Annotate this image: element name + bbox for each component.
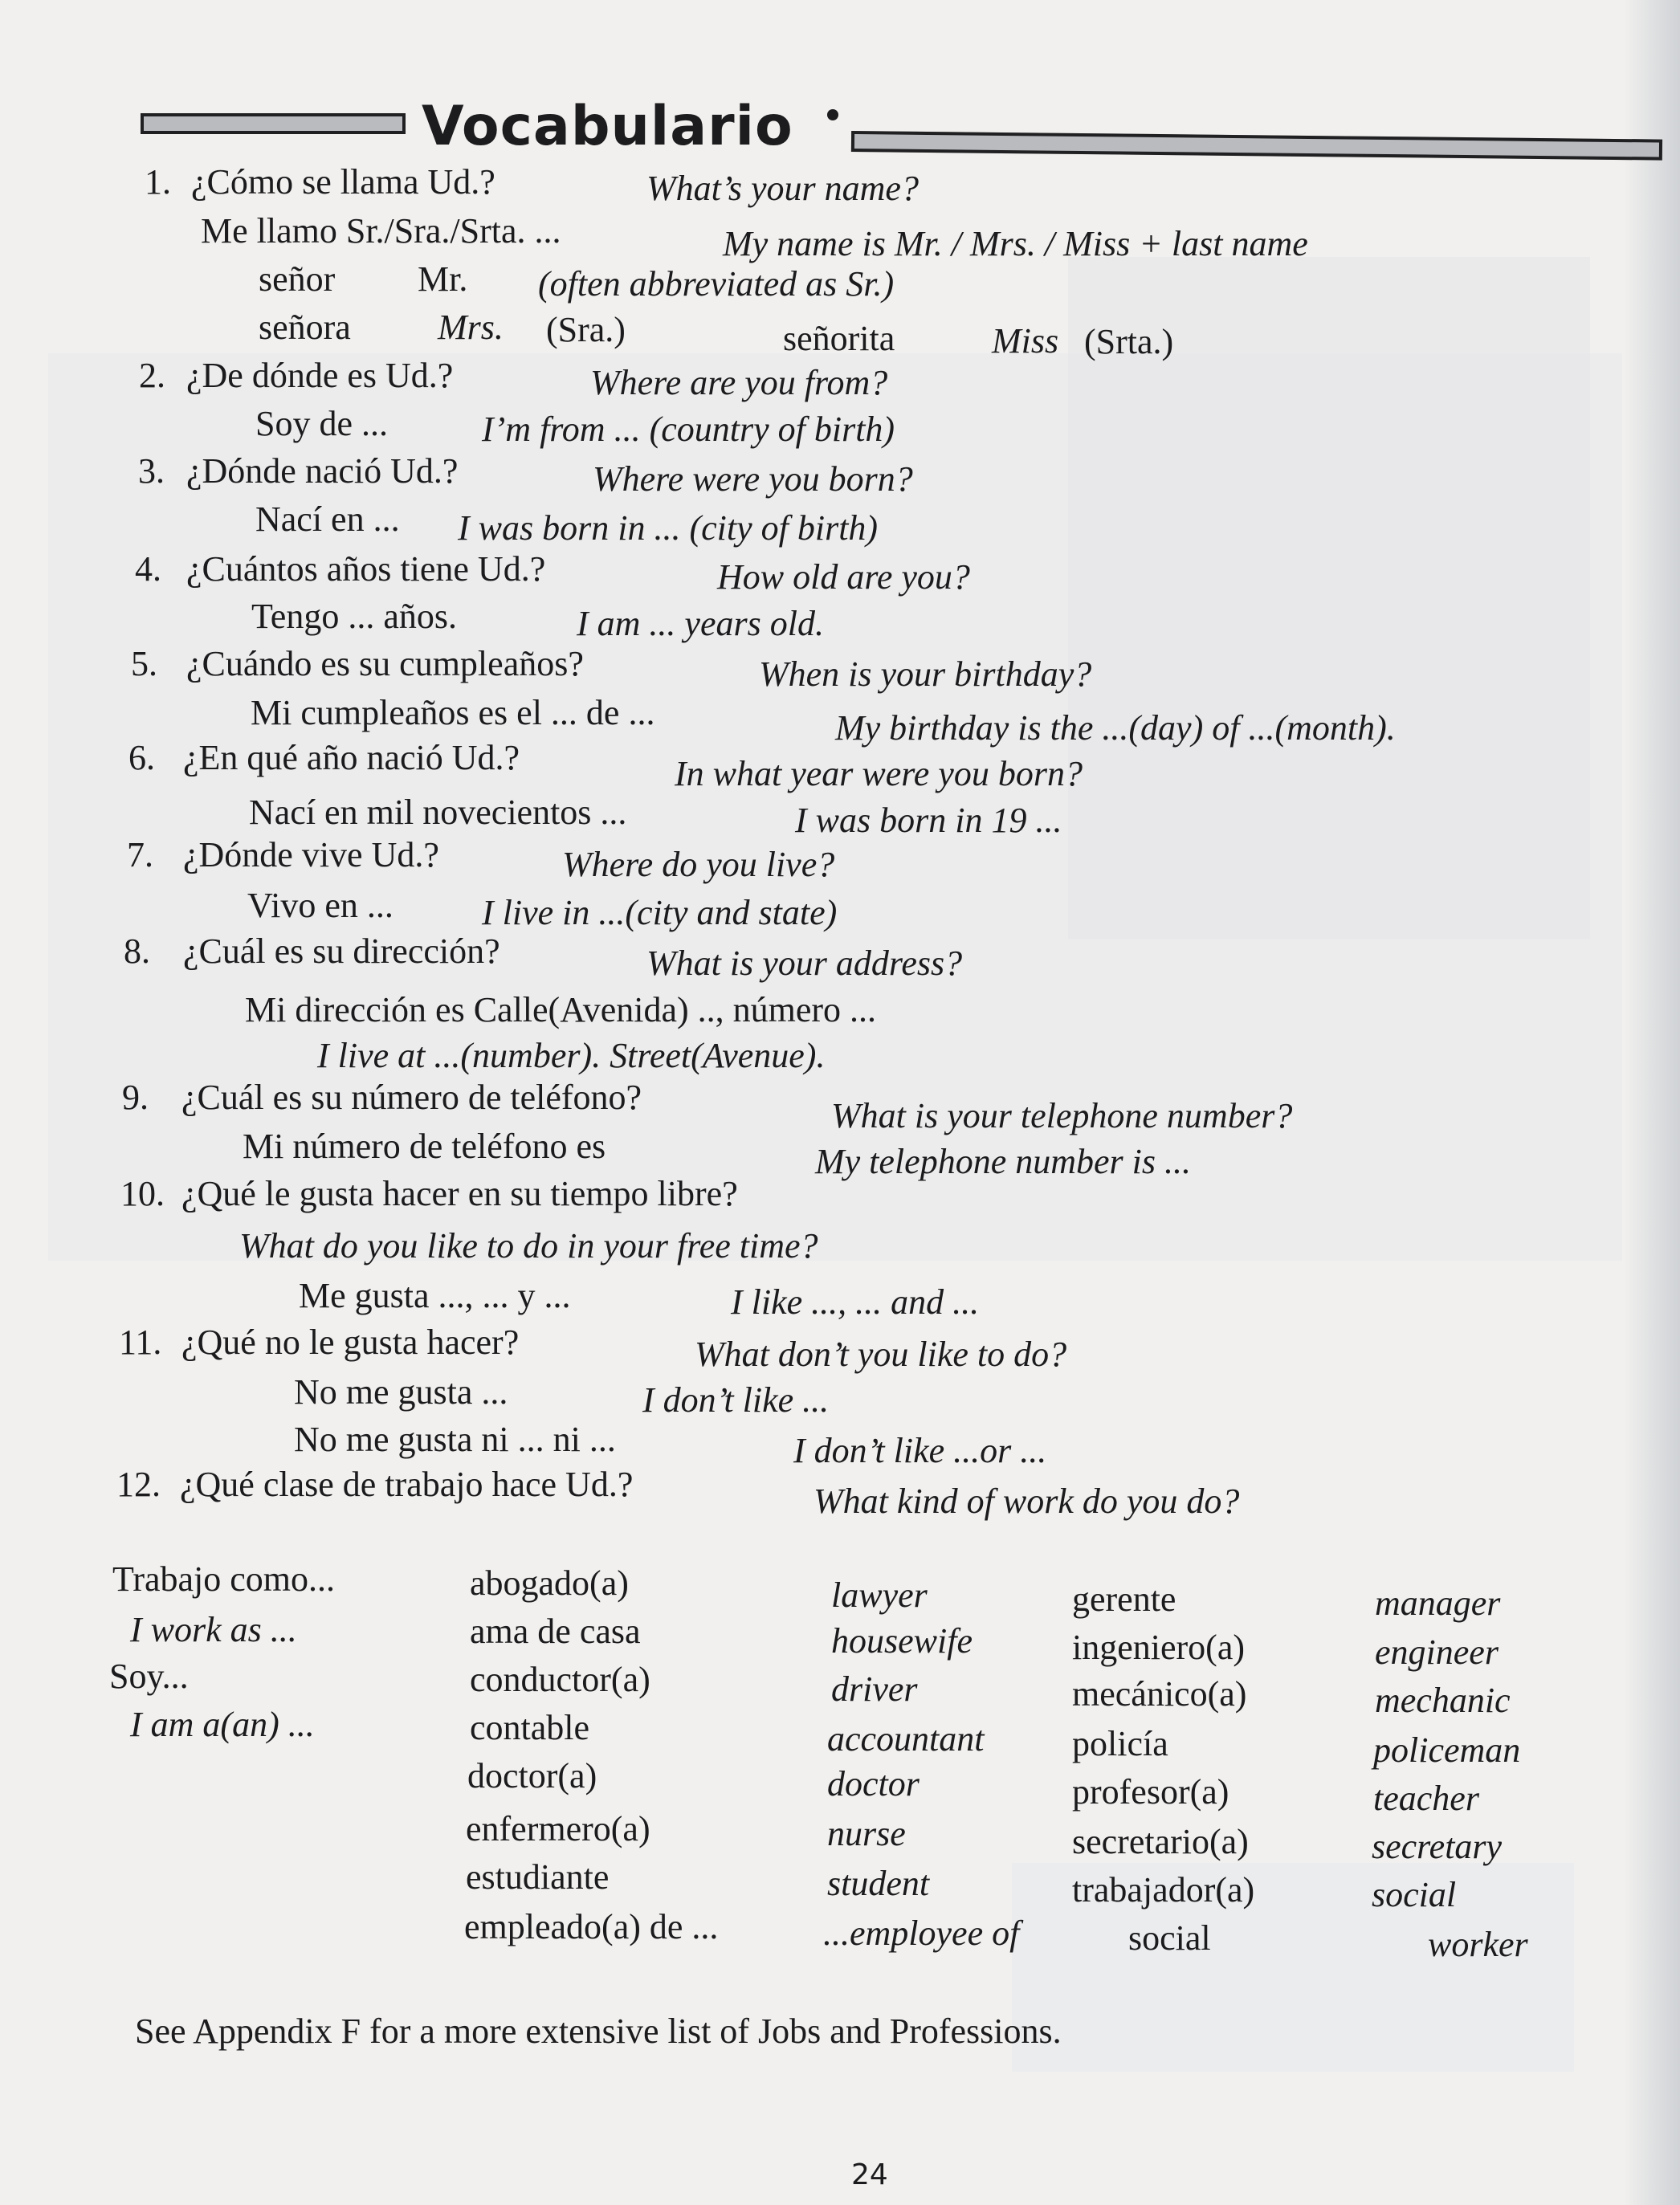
header-bar-right	[851, 131, 1662, 161]
job-es: enfermero(a)	[466, 1809, 650, 1848]
question-4-english: How old are you?	[717, 557, 970, 597]
job-en: social	[1372, 1875, 1457, 1914]
job-es: secretario(a)	[1072, 1822, 1249, 1861]
job-en: secretary	[1372, 1827, 1503, 1866]
page-edge-shadow	[1624, 0, 1680, 2205]
jobs-i-work-as: I work as ...	[130, 1610, 297, 1649]
answer-3-english: I was born in ... (city of birth)	[458, 508, 879, 548]
item-number: 6.	[128, 738, 155, 777]
item-number: 3.	[138, 451, 165, 491]
question-1: ¿Cómo se llama Ud.?	[191, 162, 495, 202]
question-11: ¿Qué no le gusta hacer?	[181, 1323, 520, 1362]
answer-8-english: I live at ...(number). Street(Avenue).	[317, 1036, 826, 1075]
answer-11-english: I don’t like ...	[642, 1380, 830, 1420]
question-4: ¿Cuántos años tiene Ud.?	[186, 549, 546, 589]
answer-11: No me gusta ...	[294, 1372, 508, 1412]
job-en: driver	[831, 1669, 918, 1709]
job-es: gerente	[1072, 1579, 1176, 1619]
job-en: teacher	[1373, 1779, 1479, 1818]
job-es: conductor(a)	[470, 1660, 650, 1699]
job-en: mechanic	[1375, 1681, 1511, 1720]
answer-11b-english: I don’t like ...or ...	[793, 1431, 1047, 1470]
job-es: estudiante	[466, 1857, 610, 1897]
question-9: ¿Cuál es su número de teléfono?	[181, 1078, 642, 1117]
job-es: doctor(a)	[467, 1756, 597, 1795]
vocab-senorita: señorita	[783, 319, 895, 358]
answer-5-english: My birthday is the ...(day) of ...(month).	[835, 708, 1396, 748]
item-number: 8.	[124, 931, 150, 971]
job-en: policeman	[1373, 1730, 1521, 1770]
answer-5: Mi cumpleaños es el ... de ...	[251, 693, 655, 732]
job-en: doctor	[827, 1764, 920, 1804]
item-number: 5.	[131, 644, 157, 683]
vocab-senora-english: Mrs.	[438, 308, 504, 347]
question-5-english: When is your birthday?	[759, 654, 1092, 694]
section-title: Vocabulario	[422, 95, 793, 158]
question-6: ¿En qué año nació Ud.?	[183, 738, 520, 777]
vocab-senor-note: (often abbreviated as Sr.)	[538, 264, 895, 304]
job-es: abogado(a)	[470, 1563, 629, 1603]
job-es: contable	[470, 1708, 590, 1747]
question-7-english: Where do you live?	[562, 845, 835, 884]
job-en: housewife	[831, 1621, 973, 1661]
item-number: 1.	[145, 162, 171, 202]
answer-6: Nací en mil novecientos ...	[249, 793, 627, 832]
vocab-senorita-abbr: (Srta.)	[1084, 322, 1174, 361]
job-en: worker	[1428, 1925, 1528, 1964]
answer-9-english: My telephone number is ...	[815, 1142, 1191, 1181]
job-es: social	[1128, 1918, 1211, 1958]
item-number: 2.	[139, 356, 165, 395]
question-10: ¿Qué le gusta hacer en su tiempo libre?	[181, 1174, 738, 1213]
answer-4: Tengo ... años.	[251, 597, 457, 636]
answer-7: Vivo en ...	[247, 886, 393, 925]
answer-2: Soy de ...	[255, 404, 388, 443]
question-5: ¿Cuándo es su cumpleaños?	[186, 644, 584, 683]
answer-10: Me gusta ..., ... y ...	[299, 1276, 571, 1315]
question-10-english: What do you like to do in your free time?	[239, 1226, 818, 1266]
job-en: accountant	[827, 1719, 985, 1759]
question-12-english: What kind of work do you do?	[813, 1482, 1240, 1521]
question-2: ¿De dónde es Ud.?	[186, 356, 454, 395]
item-number: 7.	[127, 835, 153, 874]
job-en: engineer	[1375, 1632, 1499, 1672]
question-11-english: What don’t you like to do?	[695, 1335, 1067, 1374]
answer-10-english: I like ..., ... and ...	[731, 1282, 980, 1322]
footer-note: See Appendix F for a more extensive list of Jobs and Professions.	[135, 2011, 1062, 2051]
page-number: 24	[851, 2158, 888, 2191]
question-3: ¿Dónde nació Ud.?	[186, 451, 459, 491]
title-bullet	[827, 109, 838, 120]
job-es: ingeniero(a)	[1072, 1628, 1245, 1667]
section-header	[141, 95, 1650, 159]
question-12: ¿Qué clase de trabajo hace Ud.?	[180, 1465, 634, 1504]
job-es: profesor(a)	[1072, 1772, 1229, 1812]
job-es: trabajador(a)	[1072, 1870, 1255, 1910]
question-1-english: What’s your name?	[646, 169, 919, 208]
vocab-senora-abbr: (Sra.)	[546, 310, 626, 349]
answer-6-english: I was born in 19 ...	[795, 801, 1062, 840]
job-es: empleado(a) de ...	[464, 1907, 719, 1946]
question-6-english: In what year were you born?	[675, 754, 1083, 793]
answer-11b: No me gusta ni ... ni ...	[294, 1420, 616, 1459]
question-8: ¿Cuál es su dirección?	[183, 931, 500, 971]
header-bar-left	[141, 113, 406, 134]
job-en: manager	[1375, 1583, 1501, 1623]
item-number: 12.	[116, 1465, 161, 1504]
answer-7-english: I live in ...(city and state)	[482, 893, 838, 932]
job-en: student	[827, 1864, 930, 1903]
question-2-english: Where are you from?	[590, 363, 888, 402]
job-es: mecánico(a)	[1072, 1674, 1247, 1714]
vocab-senorita-english: Miss	[992, 321, 1059, 361]
question-3-english: Where were you born?	[593, 459, 913, 499]
answer-4-english: I am ... years old.	[577, 604, 824, 643]
answer-9: Mi número de teléfono es	[243, 1127, 606, 1166]
item-number: 9.	[122, 1078, 149, 1117]
item-number: 10.	[120, 1174, 165, 1213]
job-es: policía	[1072, 1724, 1168, 1763]
answer-1: Me llamo Sr./Sra./Srta. ...	[201, 211, 561, 251]
vocab-senor-english: Mr.	[418, 259, 468, 299]
question-7: ¿Dónde vive Ud.?	[183, 835, 439, 874]
answer-2-english: I’m from ... (country of birth)	[482, 410, 895, 449]
question-9-english: What is your telephone number?	[831, 1096, 1293, 1135]
jobs-soy: Soy...	[109, 1657, 189, 1696]
answer-3: Nací en ...	[255, 499, 400, 539]
job-es: ama de casa	[470, 1612, 641, 1651]
jobs-trabajo-como: Trabajo como...	[112, 1559, 336, 1599]
item-number: 11.	[119, 1323, 162, 1362]
item-number: 4.	[135, 549, 161, 589]
answer-8: Mi dirección es Calle(Avenida) .., número ...	[245, 990, 877, 1029]
job-en: lawyer	[831, 1575, 928, 1615]
job-en: ...employee of	[823, 1914, 1020, 1953]
vocab-senora: señora	[259, 308, 351, 347]
job-en: nurse	[827, 1814, 906, 1853]
answer-1-english: My name is Mr. / Mrs. / Miss + last name	[723, 224, 1308, 263]
jobs-i-am: I am a(an) ...	[130, 1705, 315, 1744]
vocab-senor: señor	[259, 259, 336, 299]
question-8-english: What is your address?	[646, 944, 963, 983]
